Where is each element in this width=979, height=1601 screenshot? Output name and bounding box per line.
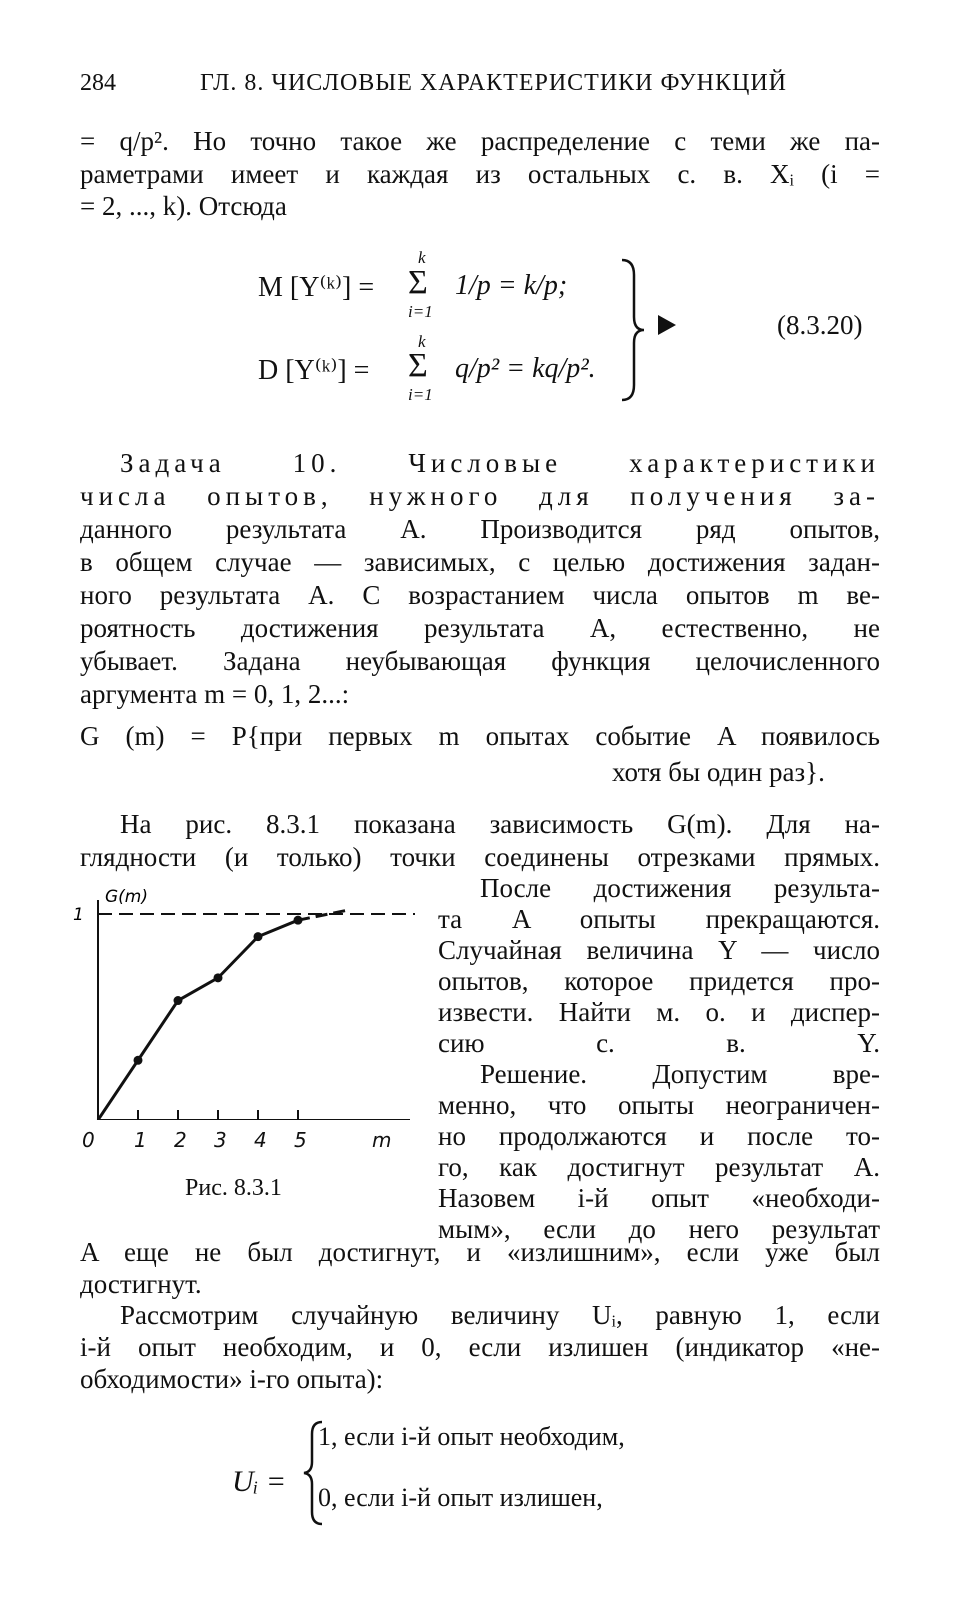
text-line: достигнут.: [80, 1269, 202, 1299]
formula-line-2-right: q/p² = kq/p².: [455, 353, 596, 384]
origin-label: 0: [82, 1128, 95, 1152]
formula-line-1-left: M [Y⁽ᵏ⁾] =: [258, 272, 375, 303]
task-heading-line: числа опытов, нужного для получения за-: [80, 481, 880, 511]
right-column-line: го, как достигнут результат A.: [438, 1152, 880, 1182]
text-line: в общем случае — зависимых, с целью достижения задан-: [80, 547, 880, 577]
right-column-line: Случайная величина Y — число: [438, 935, 880, 965]
text-line: аргумента m = 0, 1, 2...:: [80, 679, 350, 709]
gm-polyline: [98, 920, 298, 1120]
task-heading-line: Задача 10. Числовые характеристики: [120, 448, 880, 478]
right-column-line: Решение. Допустим вре-: [480, 1059, 880, 1089]
x-tick-label: 3: [214, 1128, 227, 1152]
right-column-line: та A опыты прекращаются.: [438, 904, 880, 934]
text-line: На рис. 8.3.1 показана зависимость G(m). Для на-: [120, 809, 880, 839]
text-line: данного результата A. Производится ряд опытов,: [80, 514, 880, 544]
text-line: Рассмотрим случайную величину Uᵢ, равную 1, если: [120, 1300, 880, 1330]
text-line: раметрами имеет и каждая из остальных с. в. Xᵢ (i =: [80, 159, 880, 189]
text-line: глядности (и только) точки соединены отрезками прямых.: [80, 842, 880, 872]
page-number: 284: [80, 70, 116, 96]
right-column-line: сию с. в. Y.: [438, 1028, 880, 1058]
sum-lower-limit: i=1: [408, 385, 433, 404]
sum-upper-limit: k: [418, 248, 426, 267]
right-column-line: опытов, которое придется про-: [438, 966, 880, 996]
right-column-line: менно, что опыты неограничен-: [438, 1090, 880, 1120]
data-point: [294, 916, 303, 925]
data-point: [254, 932, 263, 941]
data-point: [134, 1056, 143, 1065]
triangle-marker-icon: [658, 315, 676, 335]
running-title: ГЛ. 8. ЧИСЛОВЫЕ ХАРАКТЕРИСТИКИ ФУНКЦИЙ: [200, 70, 787, 96]
x-tick-label: 1: [134, 1128, 147, 1152]
text-line: роятность достижения результата A, естественно, не: [80, 613, 880, 643]
figure-8-3-1: [70, 880, 420, 1120]
right-column-line: но продолжаются и после то-: [438, 1121, 880, 1151]
text-line: = q/p². Но точно такое же распределение с теми же па-: [80, 126, 880, 156]
y-tick-label: 1: [73, 905, 84, 925]
text-line: убывает. Задана неубывающая функция целочисленного: [80, 646, 880, 676]
sum-upper-limit: k: [418, 332, 426, 351]
right-column-line: После достижения результа-: [480, 873, 880, 903]
x-tick-label: 2: [174, 1128, 187, 1152]
equation-number: (8.3.20): [777, 310, 863, 340]
ui-case-2: 0, если i-й опыт излишен,: [318, 1483, 603, 1512]
text-line: ного результата A. С возрастанием числа опытов m ве-: [80, 580, 880, 610]
text-line: A еще не был достигнут, и «излишним», если уже был: [80, 1237, 880, 1267]
x-axis-label: m: [372, 1128, 392, 1152]
ui-case-1: 1, если i-й опыт необходим,: [318, 1422, 625, 1451]
right-column-line: извести. Найти м. о. и диспер-: [438, 997, 880, 1027]
gm-definition-line-2: хотя бы один раз}.: [612, 757, 825, 787]
formula-line-1-right: 1/p = k/p;: [455, 270, 568, 301]
data-point: [214, 973, 223, 982]
y-axis-label: G(m): [105, 887, 148, 907]
data-point: [174, 996, 183, 1005]
text-line: i-й опыт необходим, и 0, если излишен (индикатор «не-: [80, 1332, 880, 1362]
right-column-line: мым», если до него результат: [438, 1214, 880, 1244]
figure-caption: Рис. 8.3.1: [185, 1175, 282, 1201]
gm-definition-line-1: G (m) = P{при первых m опытах событие A появилось: [80, 721, 880, 751]
gm-extension: [298, 910, 348, 920]
right-column-line: Назовем i-й опыт «необходи-: [438, 1183, 880, 1213]
text-line: обходимости» i-го опыта):: [80, 1364, 384, 1394]
sum-lower-limit: i=1: [408, 302, 433, 321]
sigma-symbol: Σ: [408, 347, 428, 384]
sigma-symbol: Σ: [408, 264, 428, 301]
text-line: = 2, ..., k). Отсюда: [80, 191, 287, 221]
x-tick-label: 4: [254, 1128, 267, 1152]
ui-lhs: Uᵢ =: [232, 1465, 287, 1498]
formula-line-2-left: D [Y⁽ᵏ⁾] =: [258, 355, 370, 386]
right-brace: [612, 255, 652, 405]
x-tick-label: 5: [294, 1128, 307, 1152]
